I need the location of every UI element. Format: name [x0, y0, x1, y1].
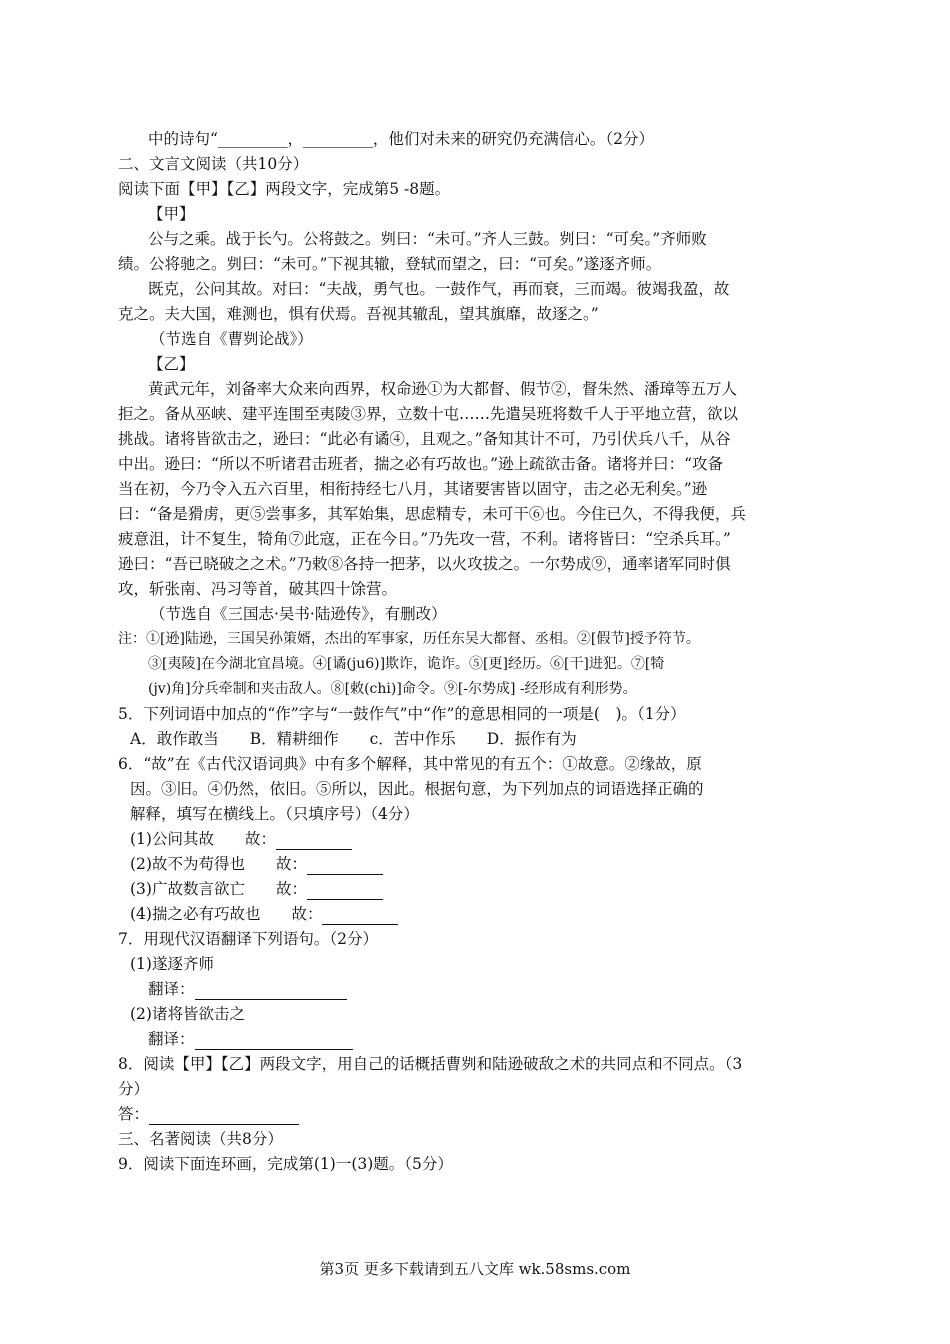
translation-label: 翻译：	[148, 1030, 195, 1048]
answer-blank[interactable]	[307, 858, 383, 875]
question-6-item	[130, 878, 383, 900]
text-line: 公与之乘。战于长勺。公将鼓之。刿曰：“未可。”齐人三鼓。刿曰：“可矣。”齐师败	[148, 230, 707, 248]
passage-label: 【甲】	[148, 205, 195, 223]
text-line: 中的诗句“_________，_________，他们对未来的研究仍充满信心。（2分）	[148, 130, 655, 148]
footnote-line: 注：①[逊]陆逊，三国吴孙策婿，杰出的军事家，历任东吴大都督、丞相。②[假节]授予符节。	[118, 631, 700, 647]
text-line: 分）	[118, 1080, 150, 1098]
source-note: （节选自《三国志·吴书·陆逊传》，有删改）	[150, 605, 447, 623]
text-line: 曰：“备是猾虏，更⑤尝事多，其军始集，思虑精专，未可干⑥也。今住已久，不得我便，兵	[118, 505, 746, 523]
answer-blank[interactable]	[322, 908, 398, 925]
passage-label: 【乙】	[148, 355, 195, 373]
item-text: (1)公问其故 故：	[130, 830, 276, 848]
translation-row	[148, 978, 347, 1000]
text-line: 攻，斩张南、冯习等首，破其四十馀营。	[118, 580, 398, 598]
question-8: 8．阅读【甲】【乙】两段文字，用自己的话概括曹刿和陆逊破敌之术的共同点和不同点。（3	[118, 1055, 743, 1073]
text-line: 绩。公将驰之。刿曰：“未可。”下视其辙，登轼而望之，曰：“可矣。”遂逐齐师。	[118, 255, 662, 273]
question-9: 9．阅读下面连环画，完成第(1)一(3)题。（5分）	[118, 1155, 453, 1173]
answer-blank[interactable]	[276, 833, 352, 850]
footnote-line: (jv)角]分兵牵制和夹击敌人。⑧[敕(chi)]命令。⑨[-尔势成] -经形成有利形势。	[148, 681, 637, 697]
question-5-options: A．敢作敢当 B．精耕细作 c．苦中作乐 D．振作有为	[130, 730, 577, 748]
answer-row	[118, 1103, 299, 1125]
text-line: 当在初，今乃令入五六百里，相衔持经七八月，其诸要害皆以固守，击之必无利矣。”逊	[118, 480, 708, 498]
item-text: (2)故不为苟得也 故：	[130, 855, 307, 873]
text-line: 黄武元年，刘备率大众来向西界，权命逊①为大都督、假节②，督朱然、潘璋等五万人	[148, 380, 738, 398]
question-5: 5．下列词语中加点的“作”字与“一鼓作气”中“作”的意思相同的一项是( )。（1分）	[118, 705, 686, 723]
answer-blank[interactable]	[307, 883, 383, 900]
text-line: 中出。逊曰：“所以不听诸君击班者，揣之必有巧故也。”逊上疏欲击备。诸将并曰：“攻备	[118, 455, 724, 473]
text-line: 疲意沮，计不复生，犄角⑦此寇，正在今日。”乃先攻一营，不利。诸将皆曰：“空杀兵耳。”	[118, 530, 731, 548]
text-line: 逊曰：“吾已晓破之之术。”乃敕⑧各持一把茅，以火攻拔之。一尔势成⑨，通率诸军同时俱	[118, 555, 731, 573]
text-line: 拒之。备从巫峡、建平连围至夷陵③界，立数十屯……先遣吴班将数千人于平地立营，欲以	[118, 405, 739, 423]
source-note: （节选自《曹刿论战》）	[150, 330, 313, 348]
text-line: 挑战。诸将皆欲击之，逊曰：“此必有谲④，且观之。”备知其计不可，乃引伏兵八千，从谷	[118, 430, 731, 448]
answer-blank[interactable]	[149, 1108, 299, 1125]
text-line: 阅读下面【甲】【乙】两段文字，完成第5 -8题。	[118, 180, 451, 198]
footnote-line: ③[夷陵]在今湖北宜昌境。④[谲(ju6)]欺诈，诡诈。⑤[更]经历。⑥[干]进犯。⑦[犄	[148, 656, 665, 672]
question-6-item	[130, 828, 352, 850]
answer-blank[interactable]	[195, 1033, 353, 1050]
question-6-item	[130, 903, 398, 925]
translation-label: 翻译：	[148, 980, 195, 998]
section-heading: 三、名著阅读（共8分）	[118, 1130, 283, 1148]
text-line: 解释，填写在横线上。（只填序号）（4分）	[130, 805, 419, 823]
item-text: (3)广故数言欲亡 故：	[130, 880, 307, 898]
item-text: (4)揣之必有巧故也 故：	[130, 905, 323, 923]
answer-label: 答：	[118, 1105, 150, 1123]
section-heading: 二、文言文阅读（共10分）	[118, 155, 309, 173]
question-6: 6．“故”在《古代汉语词典》中有多个解释，其中常见的有五个：①故意。②缘故，原	[118, 755, 702, 773]
answer-blank[interactable]	[195, 983, 347, 1000]
text-line: 克之。夫大国，难测也，惧有伏焉。吾视其辙乱，望其旗靡，故逐之。”	[118, 305, 599, 323]
question-7-item: (1)遂逐齐师	[130, 955, 214, 973]
text-line: 因。③旧。④仍然，依旧。⑤所以，因此。根据句意，为下列加点的词语选择正确的	[130, 780, 704, 798]
question-7: 7．用现代汉语翻译下列语句。（2分）	[118, 930, 378, 948]
text-line: 既克，公问其故。对曰：“夫战，勇气也。一鼓作气，再而衰，三而竭。彼竭我盈，故	[148, 280, 730, 298]
translation-row	[148, 1028, 353, 1050]
question-7-item: (2)诸将皆欲击之	[130, 1005, 245, 1023]
page-footer: 第3页 更多下载请到五八文库 wk.58sms.com	[319, 1260, 631, 1278]
question-6-item	[130, 853, 383, 875]
